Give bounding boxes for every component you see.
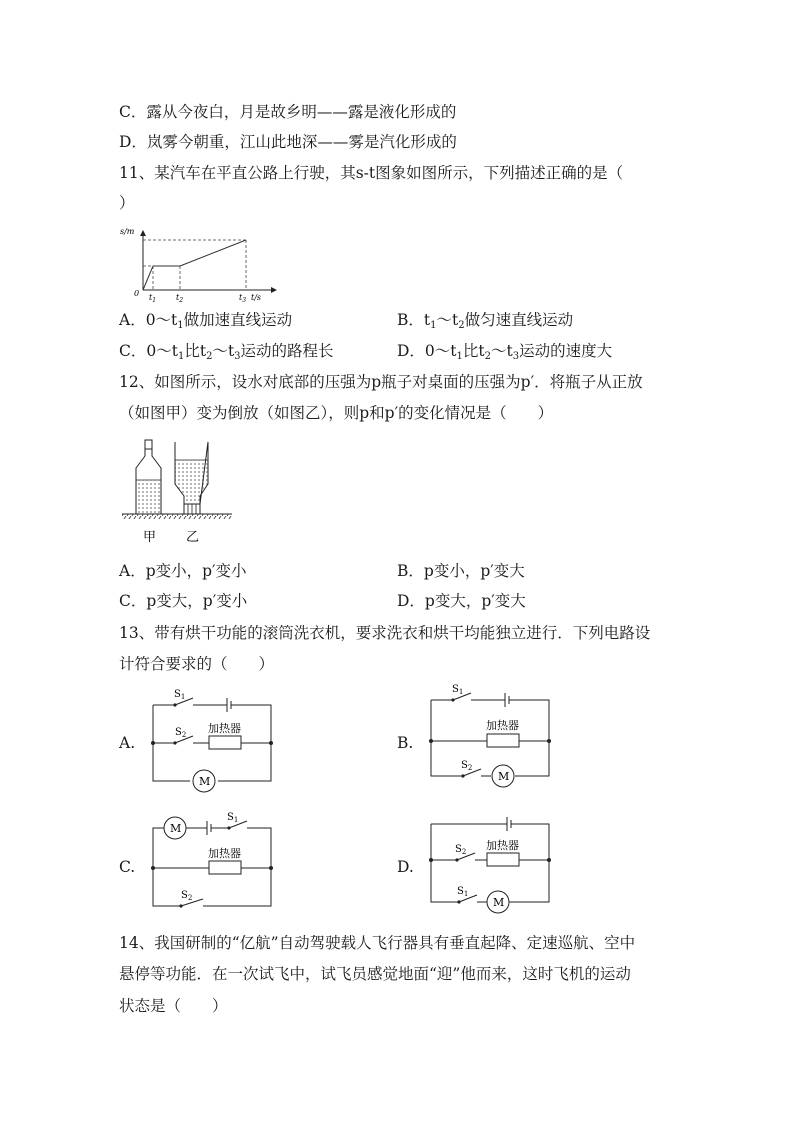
q11-option-d: D．$0\sim t_1$比$t_2\sim t_3$运动的速度大 (397, 342, 613, 362)
label-jia: 甲 (143, 530, 157, 544)
node-c3 (269, 866, 273, 870)
node-d3 (455, 858, 458, 861)
table-hatch (122, 514, 232, 519)
q12-option-b: B．p变小，p′变大 (397, 562, 525, 580)
node-c2 (151, 866, 155, 870)
q11-option-c: C．$0\sim t_1$比$t_2\sim t_3$运动的路程长 (119, 342, 334, 362)
motor-label: M (493, 896, 505, 909)
q11-option-a: A．$0\sim t_1$做加速直线运动 (119, 311, 293, 331)
q11-stem-line1: 11、某汽车在平直公路上行驶，其s-t图象如图所示，下列描述正确的是（ (119, 164, 624, 182)
switch-s2-label: $S_2$ (461, 760, 473, 772)
heater-label: 加热器 (486, 719, 519, 732)
q13-stem-line2: 计符合要求的（ ） (119, 655, 275, 673)
node-b1 (451, 698, 454, 701)
circuit-b (423, 684, 558, 796)
label-yi: 乙 (186, 530, 200, 544)
switch-s2-label: $S_2$ (455, 844, 467, 856)
circuit-a (145, 685, 280, 797)
q14-stem-line2: 悬停等功能．在一次试飞中，试飞员感觉地面“迎”他而来，这时飞机的运动 (119, 965, 631, 983)
graph-t1: $t_1$ (149, 293, 157, 302)
q13-stem-line1: 13、带有烘干功能的滚筒洗衣机，要求洗衣和烘干均能独立进行．下列电路设 (119, 624, 651, 642)
graph-xlabel: t/s (251, 293, 262, 302)
motor-label: M (199, 775, 211, 788)
circuit-d (423, 810, 558, 922)
q12-stem-line2: （如图甲）变为倒放（如图乙），则p和p′的变化情况是（ ） (119, 404, 554, 422)
graph-t2: $t_2$ (176, 293, 184, 302)
graph-t3: $t_3$ (239, 293, 247, 302)
q11-option-b: B．$t_1\sim t_2$做匀速直线运动 (397, 311, 574, 331)
heater-label: 加热器 (208, 847, 241, 860)
circuit-b-label: B. (397, 734, 414, 752)
switch-s2-label: $S_2$ (175, 727, 187, 739)
node-b2 (429, 739, 433, 743)
bottle-a-cap (145, 440, 152, 449)
node-c1 (227, 826, 230, 829)
node-b4 (461, 774, 464, 777)
node-a2 (151, 741, 155, 745)
q11-st-graph (118, 224, 288, 302)
graph-origin: 0 (134, 289, 140, 298)
circuit-c-label: C. (119, 858, 136, 876)
heater-label: 加热器 (208, 722, 241, 735)
segment-accelerate (143, 266, 153, 290)
node-a3 (269, 741, 273, 745)
q10-option-d: D．岚雾今朝重，江山此地深——雾是汽化形成的 (119, 133, 457, 151)
q12-stem-line1: 12、如图所示，设水对底部的压强为p瓶子对桌面的压强为p′．将瓶子从正放 (119, 373, 643, 391)
q12-bottle-figure (122, 438, 232, 544)
circuit-d-label: D. (397, 858, 414, 876)
motor-label: M (170, 822, 182, 835)
q12-option-a: A．p变小，p′变小 (119, 562, 247, 580)
node-a4 (173, 741, 176, 744)
graph-ylabel: s/m (120, 227, 135, 236)
circuit-a-label: A. (119, 734, 136, 752)
node-d1 (429, 858, 433, 862)
q10-option-c: C．露从今夜白，月是故乡明——露是液化形成的 (119, 103, 457, 121)
motor-label: M (498, 770, 510, 783)
bottle-a-water (137, 480, 160, 513)
switch-s1-label: $S_1$ (457, 886, 469, 898)
node-d4 (457, 900, 460, 903)
switch-s1-label: $S_1$ (452, 684, 464, 696)
switch-s1-label: $S_1$ (174, 689, 186, 701)
node-c4 (179, 904, 182, 907)
q14-stem-line3: 状态是（ ） (119, 997, 228, 1015)
node-b3 (547, 739, 551, 743)
q14-stem-line1: 14、我国研制的“亿航”自动驾驶载人飞行器具有垂直起降、定速巡航、空中 (119, 934, 636, 952)
q12-option-d: D．p变大，p′变大 (397, 592, 526, 610)
segment-constant (180, 240, 246, 266)
bottle-b-water (175, 460, 208, 504)
node-a1 (173, 703, 176, 706)
q12-option-c: C．p变大，p′变小 (119, 592, 248, 610)
heater-label: 加热器 (486, 839, 519, 852)
node-d2 (547, 858, 551, 862)
q11-stem-line2: ） (119, 194, 135, 212)
switch-s2-label: $S_2$ (181, 890, 193, 902)
circuit-c (145, 810, 280, 922)
switch-s1-label: $S_1$ (227, 812, 239, 824)
